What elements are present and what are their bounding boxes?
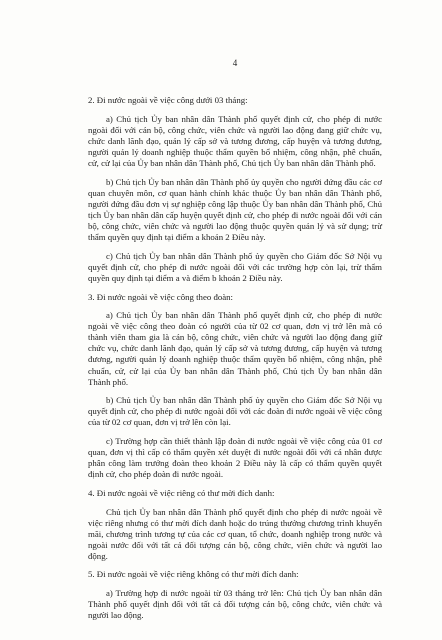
clause-paragraph: a) Chủ tịch Ủy ban nhân dân Thành phố quyết định cử, cho phép đi nước ngoài đối với cán bộ, công chức, viên chức và người lao động đang giữ chức vụ, chức danh lãnh đạo, quản lý cấp sở và tương đương, cấp huyện và tương đương, người quản lý doanh nghiệp thuộc thẩm quyền bổ nhiệm, công nhận, phê chuẩn, cử, cử lại của Ủy ban nhân dân Thành phố, Chủ tịch Ủy ban nhân dân Thành phố. xyxy=(88,113,382,169)
clause-paragraph: a) Chủ tịch Ủy ban nhân dân Thành phố quyết định cử, cho phép đi nước ngoài về việc công theo đoàn có người của từ 02 cơ quan, đơn vị trở lên mà có thành viên tham gia là cán bộ, công chức, viên chức và người lao động đang giữ chức vụ, chức danh lãnh đạo, quản lý cấp sở và tương đương, cấp huyện và tương đương, người quản lý doanh nghiệp thuộc thẩm quyền bổ nhiệm, công nhận, phê chuẩn, cử, cử lại của Ủy ban nhân dân Thành phố, Chủ tịch Ủy ban nhân dân Thành phố. xyxy=(88,310,382,387)
clause-paragraph: b) Chủ tịch Ủy ban nhân dân Thành phố ủy quyền cho Giám đốc Sở Nội vụ quyết định cử, cho phép đi nước ngoài đối với các đoàn đi nước ngoài về việc công của từ 02 cơ quan, đơn vị trở lên còn lại. xyxy=(88,395,382,428)
document-body xyxy=(88,95,382,621)
page-number: 4 xyxy=(232,58,238,68)
clause-paragraph: a) Trường hợp đi nước ngoài từ 03 tháng trở lên: Chủ tịch Ủy ban nhân dân Thành phố quyết định đối với tất cả đối tượng cán bộ, công chức, viên chức và người lao động. xyxy=(88,588,382,621)
section-heading: 5. Đi nước ngoài về việc riêng không có thư mời đích danh: xyxy=(88,569,299,580)
section-heading: 3. Đi nước ngoài về việc công theo đoàn: xyxy=(88,291,233,302)
section-heading: 2. Đi nước ngoài về việc công dưới 03 tháng: xyxy=(88,95,248,106)
clause-paragraph: b) Chủ tịch Ủy ban nhân dân Thành phố ủy quyền cho người đứng đầu các cơ quan chuyên môn, cơ quan hành chính khác thuộc Ủy ban nhân dân Thành phố, người đứng đầu đơn vị sự nghiệp công lập thuộc Ủy ban nhân dân Thành phố, Chủ tịch Ủy ban nhân dân cấp huyện quyết định cử, cho phép đi nước ngoài đối với cán bộ, công chức, viên chức và người lao động thuộc quyền quản lý và sử dụng; trừ thẩm quyền quy định tại điểm a khoản 2 Điều này. xyxy=(88,176,382,243)
section-heading: 4. Đi nước ngoài về việc riêng có thư mời đích danh: xyxy=(88,487,275,498)
clause-paragraph: c) Chủ tịch Ủy ban nhân dân Thành phố ủy quyền cho Giám đốc Sở Nội vụ quyết định cử, cho phép đi nước ngoài đối với các trường hợp còn lại, trừ thẩm quyền quy định tại điểm a và điểm b khoản 2 Điều này. xyxy=(88,250,382,283)
clause-paragraph: c) Trường hợp cần thiết thành lập đoàn đi nước ngoài về việc công của 01 cơ quan, đơn vị thì cấp có thẩm quyền xét duyệt đi nước ngoài đối với cá nhân được phân công làm trưởng đoàn theo khoản 2 Điều này là cấp có thẩm quyền quyết định cử, cho phép đoàn đi nước ngoài. xyxy=(88,436,382,480)
clause-paragraph: Chủ tịch Ủy ban nhân dân Thành phố quyết định cho phép đi nước ngoài về việc riêng nhưng có thư mời đích danh hoặc do trúng thưởng chương trình khuyến mãi, chương trình tương tự của các cơ quan, tổ chức, doanh nghiệp trong nước và ngoài nước đối với tất cả đối tượng cán bộ, công chức, viên chức và người lao động. xyxy=(88,506,382,561)
